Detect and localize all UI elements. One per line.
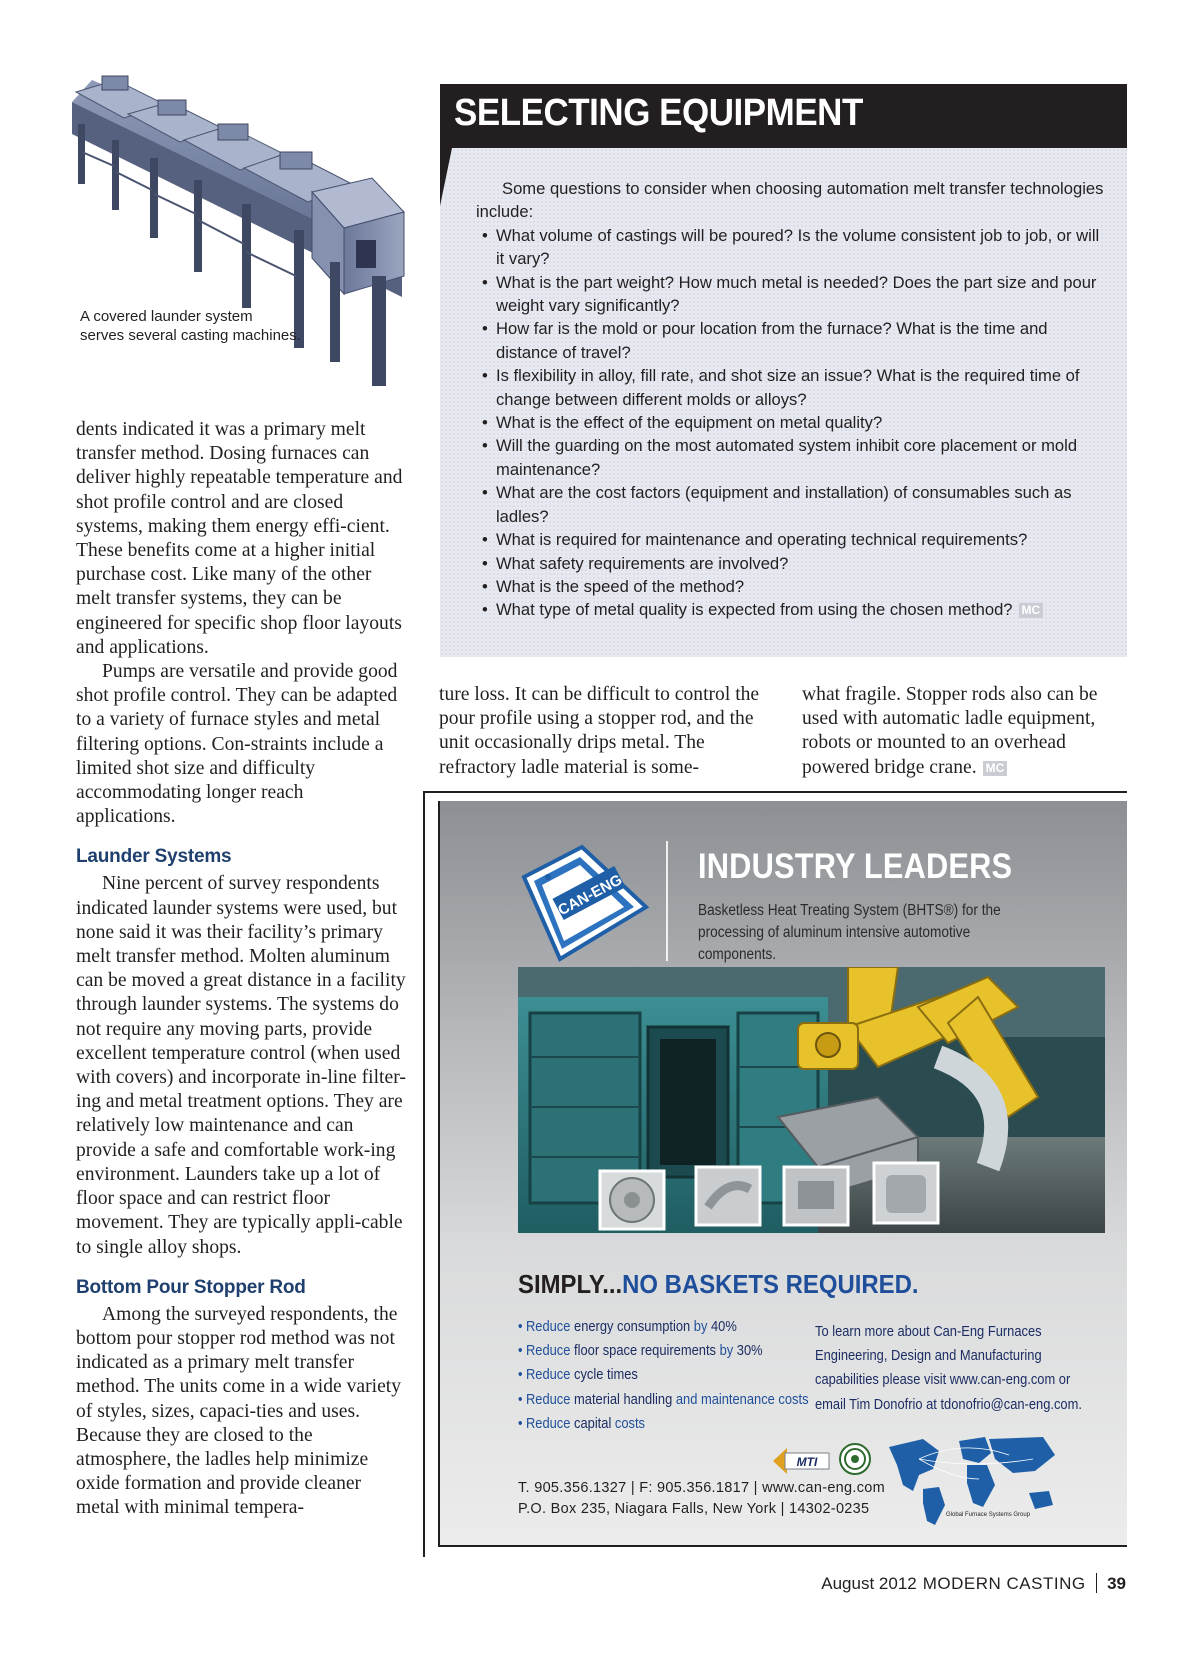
sidebar-question: • How far is the mold or pour location from the furnace? What is the time and distance of travel? (482, 317, 1106, 364)
ad-tagline (518, 1269, 919, 1300)
paragraph-launder-systems: Nine percent of survey respondents indicated launder systems were used, but none said it was their facility’s primary melt transfer method. Molten aluminum can be moved a great distance in a facility through launder systems. The systems do not require any moving parts, provide excellent temperature control (when used with covers) and incorporate in-line filter-ing and metal treatment options. They are relatively low maintenance and can provide a safe and comfortable work-ing environment. Launders take up a lot of floor space and can restrict floor movement. They are typically appli-cable to single alloy shops. (76, 873, 406, 1258)
ad-tagline-rest: NO BASKETS REQUIRED. (622, 1269, 919, 1299)
benefit-verb: Reduce (525, 1318, 575, 1335)
ad-left-rule (423, 791, 425, 1557)
benefit-amount: 40% (711, 1318, 737, 1335)
ad-benefit: • Reduce capital costs (518, 1414, 646, 1432)
ad-benefit: • Reduce energy consumption by 40% (518, 1318, 737, 1335)
sidebar-question: • What are the cost factors (equipment and installation) of consumables such as ladles? (482, 481, 1106, 528)
sidebar-question: • What volume of castings will be poured? Is the volume consistent job to job, or will it vary? (482, 224, 1106, 271)
ad-subheadline-line-2: processing of aluminum intensive automotive components. (698, 924, 971, 963)
benefit-verb: Reduce (525, 1414, 575, 1432)
sidebar-body (476, 177, 1106, 622)
benefit-joiner: costs (611, 1414, 646, 1432)
issue-date: August 2012 (821, 1574, 917, 1593)
benefit-amount: 30% (736, 1342, 763, 1360)
ad-subheadline-line-1: Basketless Heat Treating System (BHTS®) for the (698, 902, 1001, 919)
ad-benefit: • Reduce cycle times (518, 1366, 638, 1384)
paragraph-stopper-rod-end-text: what fragile. Stopper rods also can be used with automatic ladle equipment, robots or mounted to an overhead powered bridge crane. (802, 684, 1098, 778)
sidebar-question: • What safety requirements are involved? (482, 552, 1106, 575)
end-of-article-mark: MC (983, 761, 1008, 776)
sidebar-intro: Some questions to consider when choosing automation melt transfer technologies include: (476, 179, 1104, 222)
world-map-label: Global Furnace Systems Group (946, 1512, 1031, 1518)
ad-learn-more: To learn more about Can-Eng Furnaces Engineering, Design and Manufacturing capabilities please visit www.can-eng.com or email Tim Donofrio at tdonofrio@can-eng.com. (815, 1323, 1082, 1413)
magazine-name: MODERN CASTING (922, 1574, 1086, 1593)
ad-benefit: • Reduce material handling and maintenance costs (518, 1390, 809, 1408)
article-column-1 (76, 418, 406, 1521)
sidebar-title: SELECTING EQUIPMENT (454, 92, 863, 134)
sidebar-header-wedge (440, 148, 452, 206)
can-eng-logo-text: CAN-ENG (555, 871, 626, 920)
benefit-joiner: by (716, 1342, 737, 1360)
sidebar-header (440, 84, 1127, 148)
ad-frame-bottom (438, 1545, 1127, 1547)
ad-headline: INDUSTRY LEADERS (698, 847, 1013, 886)
ad-divider (666, 841, 668, 961)
paragraph-stopper-rod-cont: ture loss. It can be difficult to control the pour profile using a stopper rod, and the unit occasionally drips metal. The refractory ladle material is some- (439, 684, 760, 778)
photo-caption (80, 307, 340, 345)
ad-contact-info (518, 1478, 885, 1520)
sidebar-question: • What is the effect of the equipment on metal quality? (482, 411, 1106, 434)
page-footer (821, 1573, 1126, 1594)
paragraph-pumps: Pumps are versatile and provide good shot profile control. They can be adapted to a variety of furnace styles and metal filtering options. Con-straints include a limited shot size and difficulty accommodating longer reach applications. (76, 661, 398, 828)
ad-tagline-lead: SIMPLY... (518, 1269, 623, 1299)
sidebar-question: • Is flexibility in alloy, fill rate, and shot size an issue? What is the required time of change between different molds or alloys? (482, 364, 1106, 411)
benefit-subject: cycle times (574, 1366, 638, 1384)
benefit-verb: Reduce (525, 1342, 575, 1360)
footer-separator (1096, 1573, 1098, 1593)
paragraph-dosing-furnaces: dents indicated it was a primary melt transfer method. Dosing furnaces can deliver highly repeatable temperature and shot profile control and are closed systems, making them energy effi-cient. These benefits come at a higher initial purchase cost. Like many of the other melt transfer systems, they can be engineered for specific shop floor layouts and applications. (76, 419, 403, 658)
mti-logo-text: MTI (796, 1455, 818, 1469)
benefit-subject: energy consumption (574, 1318, 691, 1335)
ad-top-rule (423, 791, 1127, 793)
heading-launder-systems: Launder Systems (76, 846, 232, 868)
sidebar-question-text: What type of metal quality is expected from using the chosen method? (496, 600, 1013, 620)
sidebar-question (482, 598, 1106, 621)
caption-line-2: serves several casting machines. (80, 327, 301, 344)
sidebar-question: • What is required for maintenance and operating technical requirements? (482, 528, 1106, 551)
benefit-verb: Reduce (525, 1366, 575, 1384)
article-column-2 (439, 683, 761, 780)
sidebar-question: • Will the guarding on the most automated system inhibit core placement or mold maintenance? (482, 434, 1106, 481)
mti-logo (773, 1448, 831, 1474)
benefit-subject: capital (574, 1414, 612, 1432)
benefit-subject: material handling (574, 1390, 673, 1408)
benefit-joiner: by (690, 1318, 712, 1335)
benefit-subject: floor space requirements (574, 1342, 717, 1360)
ad-benefit-list (518, 1315, 809, 1436)
paragraph-bottom-pour: Among the surveyed respondents, the bottom pour stopper rod method was not indicated as a primary melt transfer method. The units come in a wide variety of styles, sizes, capaci-ties and uses. Because they are closed to the atmosphere, the ladles help minimize oxide formation and provide cleaner metal with minimal tempera- (76, 1303, 402, 1519)
heading-bottom-pour-stopper-rod: Bottom Pour Stopper Rod (76, 1276, 306, 1298)
certification-seal-icon (839, 1443, 871, 1475)
ad-subheadline (698, 900, 1032, 966)
sidebar-question: • What is the speed of the method? (482, 575, 1106, 598)
article-column-3 (802, 683, 1124, 780)
ad-contact-address: P.O. Box 235, Niagara Falls, New York | 14302-0235 (518, 1501, 870, 1517)
ad-benefit: • Reduce floor space requirements by 30% (518, 1342, 763, 1360)
end-of-article-mark: MC (1019, 603, 1044, 618)
paragraph-stopper-rod-end (802, 683, 1124, 780)
sidebar-question-list (482, 224, 1106, 622)
selecting-equipment-sidebar (440, 84, 1127, 657)
sidebar-question: • What is the part weight? How much metal is needed? Does the part size and pour weight vary significantly? (482, 271, 1106, 318)
ad-contact-phone-web: T. 905.356.1327 | F: 905.356.1817 | www.can-eng.com (518, 1480, 886, 1496)
caption-line-1: A covered launder system (80, 308, 253, 325)
ad-frame-left (438, 801, 440, 1546)
can-eng-advertisement (440, 801, 1127, 1546)
robot-furnace-photo (518, 967, 1105, 1233)
benefit-verb: Reduce (525, 1390, 575, 1408)
benefit-joiner: and maintenance costs (672, 1390, 809, 1408)
can-eng-logo (520, 841, 650, 971)
page-number: 39 (1107, 1574, 1126, 1593)
